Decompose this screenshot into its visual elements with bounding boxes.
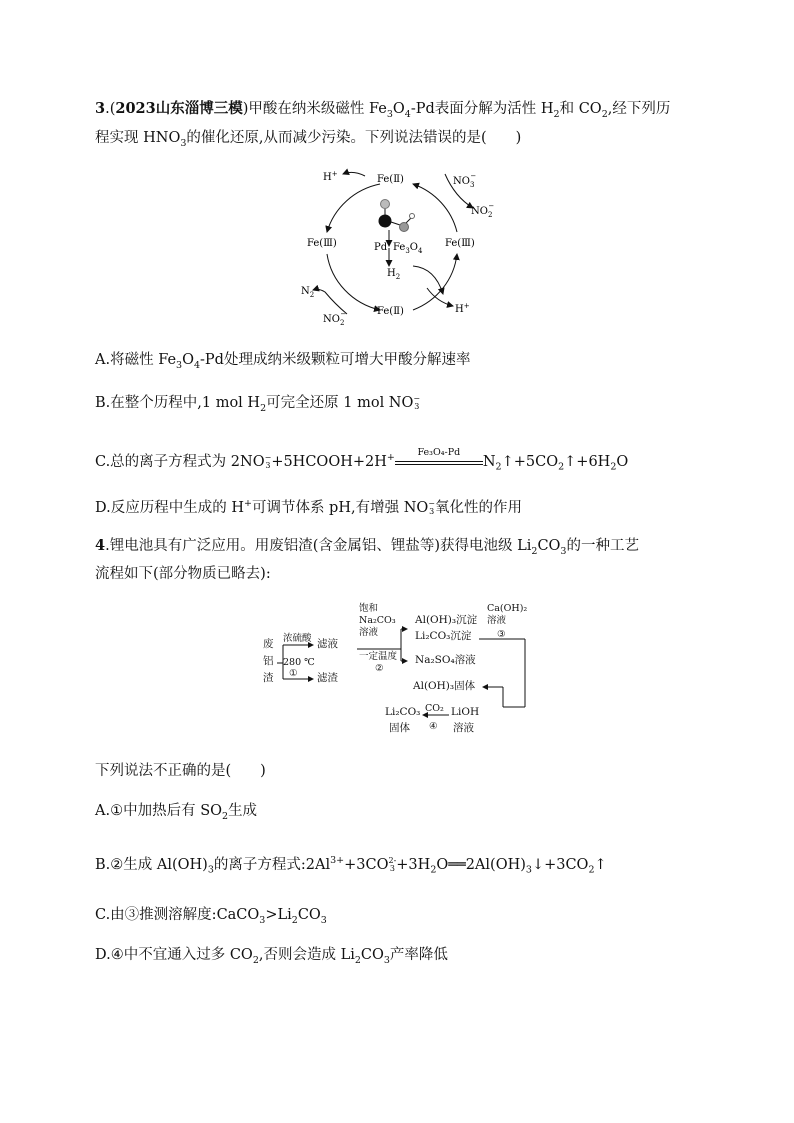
sub: 3 <box>525 864 532 876</box>
sub: 2 <box>222 810 229 822</box>
n2-label <box>301 286 314 299</box>
text: 可调节体系 pH,有增强 NO <box>251 499 429 516</box>
text: D.④中不宜通入过多 CO <box>95 947 253 963</box>
q4-option-b[interactable] <box>95 851 607 881</box>
text: 产率降低 <box>389 947 448 963</box>
no3-label <box>453 172 476 189</box>
text: A.①中加热后有 SO <box>95 803 223 819</box>
q4-stem-line-1 <box>95 536 639 562</box>
q4-option-d[interactable] <box>95 945 448 971</box>
step3-label: ③ <box>497 629 506 640</box>
q3-option-c[interactable] <box>95 448 628 478</box>
text: N <box>482 453 496 470</box>
sub: 2 <box>495 461 502 473</box>
sub: 2 <box>291 914 298 926</box>
fe3-left-label: Fe(Ⅲ) <box>307 238 337 249</box>
sub: 3 <box>207 864 214 876</box>
text: C.由③推测溶解度:CaCO <box>95 907 260 923</box>
co2-label: CO₂ <box>425 703 444 714</box>
sub: 3 <box>259 914 266 926</box>
na2so4-label: Na₂SO₄溶液 <box>415 654 476 666</box>
cycle-arc <box>413 184 457 232</box>
fe2-top-label: Fe(Ⅱ) <box>377 174 404 185</box>
cycle-arc <box>327 254 380 310</box>
sub: 2 <box>354 954 361 966</box>
waste-label-3: 渣 <box>263 672 274 684</box>
reagent-label-2: Na₂CO₃ <box>359 615 396 626</box>
waste-label-1: 废 <box>263 638 274 650</box>
q3-stem-line-2 <box>95 128 521 154</box>
sub: 4 <box>404 108 411 120</box>
q3-stem-2a: 程实现 HNO <box>95 130 181 146</box>
q3-stem-b: O <box>392 101 405 117</box>
sub: 2 <box>558 461 565 473</box>
charge: − <box>488 202 495 210</box>
sub: 3 <box>405 247 410 255</box>
text: 氧化性的作用 <box>435 499 522 516</box>
aloh-solid-label: Al(OH)₃固体 <box>413 680 476 692</box>
text: C.总的离子方程式为 2NO <box>95 453 265 470</box>
sub: 2 <box>430 864 437 876</box>
sub: 3 <box>386 108 393 120</box>
text: +3H <box>396 856 431 873</box>
acid-label: 浓硫酸 <box>283 633 312 644</box>
sub: 2 <box>339 319 345 327</box>
text: ↑ <box>594 856 607 873</box>
reagent-label-1: 饱和 <box>359 603 379 614</box>
q4-question: 下列说法不正确的是( ) <box>95 763 266 779</box>
h2-label <box>387 268 400 281</box>
fe-text: Fe <box>393 242 406 253</box>
text: ↓+3CO <box>531 856 589 873</box>
li2co3-solid-label-1: Li₂CO₃ <box>385 706 421 718</box>
no2-right-label <box>471 202 494 219</box>
sub: 3 <box>389 863 395 873</box>
waste-label-2: 铝 <box>263 655 274 667</box>
cycle-arc <box>327 184 380 232</box>
sub: 3 <box>414 402 420 411</box>
step1-label: ① <box>289 668 298 679</box>
step4-label: ④ <box>429 721 438 732</box>
no2-bottom-label <box>323 310 346 327</box>
fe2-bottom-label: Fe(Ⅱ) <box>377 306 404 317</box>
charge: − <box>470 172 477 180</box>
q3-option-b[interactable] <box>95 393 420 419</box>
text: 的一种工艺 <box>566 538 639 554</box>
ion-script <box>428 500 435 516</box>
eq-line <box>395 464 483 465</box>
charge: − <box>264 452 272 462</box>
eq-line <box>395 461 483 462</box>
sub: 4 <box>417 247 423 255</box>
sub: 3 <box>265 460 271 470</box>
fe3-right-label: Fe(Ⅲ) <box>445 238 475 249</box>
q4-option-a[interactable] <box>95 801 257 827</box>
text: CO <box>297 907 321 923</box>
ion-script <box>413 395 420 411</box>
text: O <box>182 352 194 368</box>
n-text: N <box>301 286 310 297</box>
sub: 2 <box>395 273 401 281</box>
charge: − <box>428 498 435 508</box>
pd-label: Pd <box>374 242 388 253</box>
text: 的离子方程式:2Al <box>213 856 331 873</box>
sub: 4 <box>193 359 201 371</box>
text: -Pd处理成纳米级颗粒可增大甲酸分解速率 <box>200 352 471 368</box>
reaction-condition-arrow <box>395 446 483 472</box>
reagent-label-3: 溶液 <box>359 627 379 638</box>
text: A.将磁性 Fe <box>95 352 177 368</box>
h-text: H <box>455 304 464 315</box>
sub: 2 <box>309 291 315 299</box>
condition-label: 一定温度 <box>359 651 398 662</box>
sub: 3 <box>383 954 390 966</box>
text: 可完全还原 1 mol NO <box>266 395 414 411</box>
text: CO <box>360 947 384 963</box>
text: .锂电池具有广泛应用。用废铝渣(含金属铝、锂盐等)获得电池级 Li <box>105 538 532 554</box>
text: >Li <box>265 907 292 923</box>
sub: 3 <box>320 914 327 926</box>
temp-label: 280 ℃ <box>283 657 315 668</box>
sub: 3 <box>180 137 187 149</box>
lioh-label-1: LiOH <box>451 706 480 718</box>
h-text: H <box>323 172 332 183</box>
h-plus-arrow-2 <box>427 288 453 306</box>
text: +5HCOOH+2H <box>271 453 387 470</box>
c-atom <box>379 215 392 228</box>
text: O <box>616 453 629 470</box>
q3-source: 2023山东淄博三模 <box>115 100 243 117</box>
ppt-aloh-label: Al(OH)₃沉淀 <box>415 614 478 626</box>
text: CO <box>537 538 561 554</box>
q3-option-a[interactable] <box>95 350 470 376</box>
q3-source-open: .( <box>105 101 116 117</box>
q3-stem-d: 和 CO <box>559 101 602 117</box>
sub: 2 <box>610 461 617 473</box>
text: B.在整个历程中,1 mol H <box>95 395 261 411</box>
charge: − <box>413 394 421 403</box>
caoh2-label-1: Ca(OH)₂ <box>487 603 528 614</box>
no-text: NO <box>453 176 470 187</box>
sub: 2 <box>252 954 259 966</box>
text: ↑+5CO <box>501 453 559 470</box>
h-plus-arrow <box>343 172 365 176</box>
filtrate-label: 滤液 <box>317 638 338 650</box>
q4-stem-line-2: 流程如下(部分物质已略去): <box>95 566 271 582</box>
sub: 3 <box>176 359 183 371</box>
h-plus-top-label <box>323 170 338 183</box>
no-text: NO <box>471 206 488 217</box>
step2-label: ② <box>375 663 384 674</box>
q4-process-flow-diagram <box>255 601 545 741</box>
q3-stem-a: )甲酸在纳米级磁性 Fe <box>242 101 387 117</box>
sub: 2 <box>260 402 267 414</box>
sub: 2 <box>601 108 608 120</box>
o-text: O <box>409 242 418 253</box>
text: ↑+6H <box>564 453 611 470</box>
cycle-arc <box>413 254 457 310</box>
lioh-label-2: 溶液 <box>453 722 474 734</box>
charge: + <box>331 170 338 178</box>
q4-option-c[interactable] <box>95 905 327 931</box>
q3-number: 3 <box>95 100 106 117</box>
charge: + <box>463 302 470 310</box>
q3-catalytic-cycle-diagram <box>285 162 515 332</box>
text: O══2Al(OH) <box>436 856 526 873</box>
sup: + <box>386 452 395 463</box>
q3-stem-line-1 <box>95 99 670 125</box>
sub: 2 <box>588 864 595 876</box>
sup: 3+ <box>330 855 345 866</box>
charge: − <box>340 310 347 318</box>
residue-label: 滤渣 <box>317 672 338 684</box>
sup: + <box>243 498 252 509</box>
text: B.②生成 Al(OH) <box>95 856 208 873</box>
caoh2-label-2: 溶液 <box>487 615 507 626</box>
o-atom <box>400 223 409 232</box>
sub: 2 <box>531 545 538 557</box>
q3-stem-e: ,经下列历 <box>607 101 671 117</box>
no-text: NO <box>323 314 340 325</box>
h-atom <box>381 200 390 209</box>
q4-number: 4 <box>95 537 106 554</box>
h-plus-right-label <box>455 302 470 315</box>
text: +3CO <box>344 856 389 873</box>
text: 生成 <box>228 803 258 819</box>
h-text: H <box>387 268 396 279</box>
h-atom-small <box>410 214 415 219</box>
ppt-li2co3-label: Li₂CO₃沉淀 <box>415 630 472 642</box>
sub: 3 <box>429 506 435 516</box>
text: D.反应历程中生成的 H <box>95 499 244 516</box>
q3-stem-2b: 的催化还原,从而减少污染。下列说法错误的是( ) <box>186 130 522 146</box>
fe3o4-label <box>393 242 423 255</box>
charge: 2- <box>388 855 397 865</box>
condition: Fe₃O₄-Pd <box>417 446 461 458</box>
sub: 3 <box>560 545 567 557</box>
sub: 3 <box>469 181 475 189</box>
q3-stem-c: -Pd表面分解为活性 H <box>410 101 554 117</box>
sub: 2 <box>487 211 493 219</box>
sub: 2 <box>553 108 560 120</box>
li2co3-solid-label-2: 固体 <box>389 722 410 734</box>
text: ,否则会造成 Li <box>258 947 355 963</box>
q3-option-d[interactable] <box>95 494 522 518</box>
